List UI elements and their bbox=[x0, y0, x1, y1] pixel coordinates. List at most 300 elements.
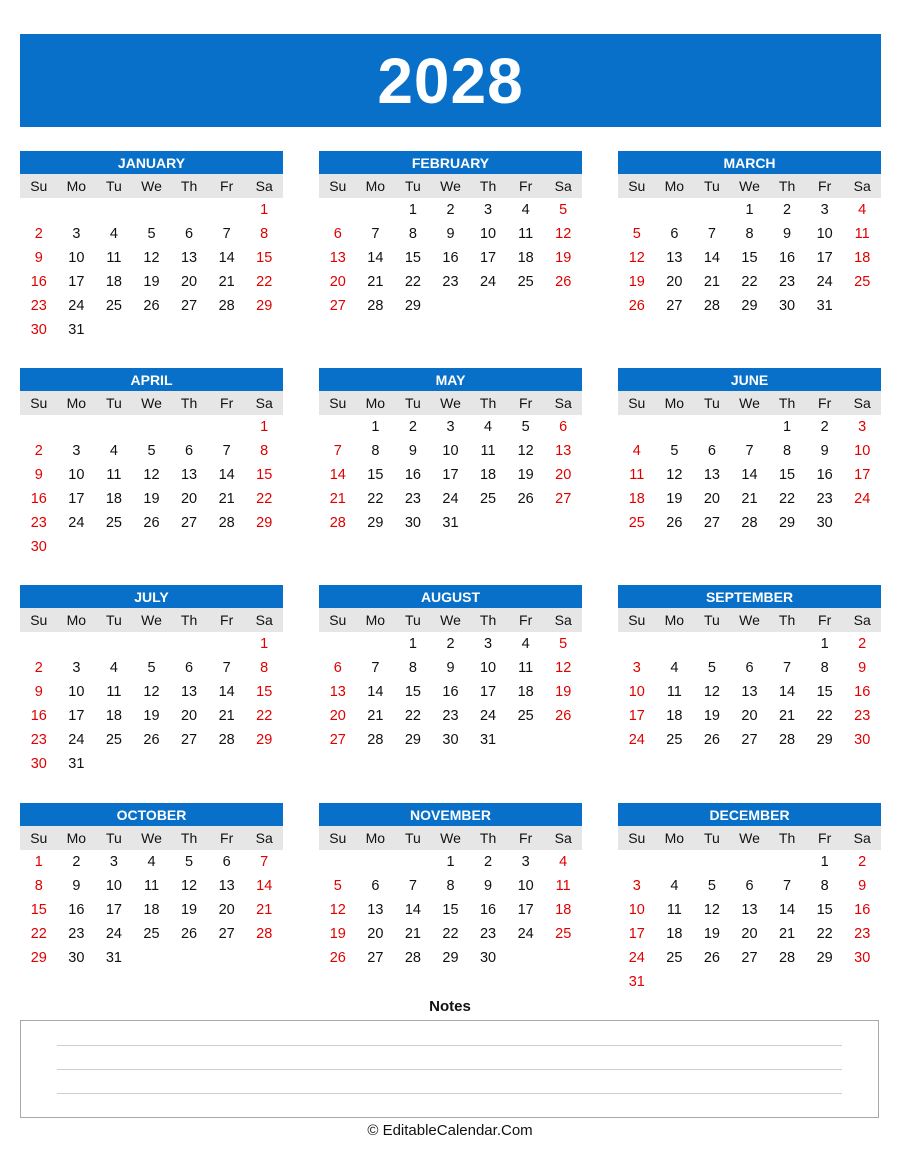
day-grid bbox=[319, 415, 582, 535]
day-cell: 11 bbox=[854, 226, 870, 242]
day-cell: 14 bbox=[367, 250, 384, 266]
day-cell: 30 bbox=[30, 539, 47, 555]
day-cell: 1 bbox=[408, 202, 417, 218]
weekday-header-row bbox=[319, 608, 582, 632]
empty-cell bbox=[319, 850, 357, 874]
day-cell: 26 bbox=[703, 732, 720, 748]
day-cell: 3 bbox=[484, 202, 493, 218]
day-cell: 25 bbox=[666, 732, 683, 748]
day-cell: 15 bbox=[256, 467, 273, 483]
weekday-header-row bbox=[20, 391, 283, 415]
day-cell: 24 bbox=[854, 491, 871, 507]
day-cell: 2 bbox=[72, 854, 81, 870]
day-cell: 25 bbox=[105, 732, 122, 748]
day-cell: 11 bbox=[518, 660, 534, 676]
day-cell: 30 bbox=[479, 950, 497, 966]
month-august bbox=[319, 585, 582, 752]
day-cell: 5 bbox=[707, 660, 716, 676]
day-cell: 17 bbox=[628, 926, 645, 942]
weekday-label: Su bbox=[30, 178, 48, 194]
month-july bbox=[20, 585, 283, 776]
day-cell: 23 bbox=[854, 708, 871, 724]
empty-cell bbox=[170, 632, 208, 656]
weekday-label: Th bbox=[479, 395, 497, 411]
day-cell: 13 bbox=[555, 443, 572, 459]
weekday-label: Tu bbox=[106, 612, 122, 628]
month-may bbox=[319, 368, 582, 535]
day-cell: 13 bbox=[180, 684, 198, 700]
weekday-label: Fr bbox=[220, 612, 234, 628]
day-cell: 7 bbox=[222, 226, 231, 242]
day-cell: 30 bbox=[30, 322, 47, 338]
weekday-label: Su bbox=[30, 830, 48, 846]
day-cell: 9 bbox=[446, 660, 455, 676]
day-cell: 1 bbox=[408, 636, 417, 652]
day-cell: 6 bbox=[333, 660, 342, 676]
day-cell: 19 bbox=[628, 274, 645, 290]
day-cell: 10 bbox=[479, 226, 497, 242]
day-cell: 11 bbox=[629, 467, 645, 483]
day-cell: 22 bbox=[30, 926, 47, 942]
day-grid bbox=[319, 850, 582, 970]
day-cell: 24 bbox=[479, 708, 497, 724]
day-cell: 17 bbox=[105, 902, 122, 918]
day-cell: 5 bbox=[333, 878, 342, 894]
weekday-header-row bbox=[319, 391, 582, 415]
weekday-label: Mo bbox=[664, 395, 685, 411]
weekday-label: Th bbox=[778, 395, 796, 411]
day-cell: 8 bbox=[820, 660, 829, 676]
day-cell: 24 bbox=[68, 515, 85, 531]
day-cell: 18 bbox=[105, 708, 122, 724]
day-cell: 11 bbox=[518, 226, 534, 242]
day-cell: 24 bbox=[628, 950, 645, 966]
day-cell: 1 bbox=[745, 202, 754, 218]
weekday-label: We bbox=[141, 395, 162, 411]
day-cell: 14 bbox=[218, 250, 235, 266]
day-cell: 19 bbox=[143, 274, 160, 290]
weekday-label: Sa bbox=[853, 612, 871, 628]
empty-cell bbox=[618, 415, 656, 439]
day-cell: 27 bbox=[741, 732, 758, 748]
day-cell: 12 bbox=[703, 902, 720, 918]
day-cell: 25 bbox=[854, 274, 871, 290]
weekday-label: We bbox=[440, 395, 461, 411]
day-cell: 25 bbox=[555, 926, 572, 942]
day-cell: 1 bbox=[371, 419, 380, 435]
empty-cell bbox=[731, 850, 769, 874]
weekday-label: Su bbox=[329, 830, 347, 846]
weekday-label: Tu bbox=[704, 612, 720, 628]
weekday-label: Mo bbox=[664, 830, 685, 846]
weekday-label: Tu bbox=[704, 395, 720, 411]
day-cell: 3 bbox=[72, 226, 81, 242]
day-cell: 7 bbox=[745, 443, 754, 459]
empty-cell bbox=[693, 415, 731, 439]
day-cell: 4 bbox=[109, 660, 118, 676]
weekday-label: Su bbox=[628, 178, 646, 194]
day-cell: 21 bbox=[329, 491, 346, 507]
day-cell: 6 bbox=[745, 660, 754, 676]
empty-cell bbox=[656, 415, 694, 439]
day-cell: 4 bbox=[670, 660, 679, 676]
month-june bbox=[618, 368, 881, 535]
empty-cell bbox=[656, 198, 694, 222]
day-cell: 9 bbox=[72, 878, 81, 894]
day-cell: 12 bbox=[143, 467, 160, 483]
day-cell: 15 bbox=[367, 467, 384, 483]
empty-cell bbox=[20, 198, 58, 222]
day-cell: 23 bbox=[30, 515, 47, 531]
day-cell: 24 bbox=[628, 732, 645, 748]
day-cell: 5 bbox=[147, 226, 156, 242]
weekday-label: Mo bbox=[365, 830, 386, 846]
day-cell: 4 bbox=[147, 854, 156, 870]
day-cell: 3 bbox=[109, 854, 118, 870]
day-cell: 4 bbox=[559, 854, 568, 870]
empty-cell bbox=[208, 415, 246, 439]
month-march bbox=[618, 151, 881, 318]
weekday-label: Th bbox=[778, 612, 796, 628]
empty-cell bbox=[768, 632, 806, 656]
day-cell: 2 bbox=[858, 854, 867, 870]
day-cell: 14 bbox=[367, 684, 384, 700]
day-cell: 15 bbox=[816, 684, 833, 700]
weekday-label: Su bbox=[329, 395, 347, 411]
day-cell: 9 bbox=[34, 684, 43, 700]
weekday-label: Th bbox=[778, 830, 796, 846]
weekday-label: Sa bbox=[255, 612, 273, 628]
day-cell: 22 bbox=[367, 491, 384, 507]
day-cell: 8 bbox=[371, 443, 380, 459]
weekday-label: Sa bbox=[255, 395, 273, 411]
day-cell: 26 bbox=[666, 515, 683, 531]
weekday-label: We bbox=[440, 178, 461, 194]
day-cell: 19 bbox=[555, 250, 572, 266]
empty-cell bbox=[656, 632, 694, 656]
weekday-label: Sa bbox=[554, 395, 572, 411]
day-cell: 20 bbox=[329, 274, 346, 290]
day-cell: 30 bbox=[68, 950, 85, 966]
day-cell: 24 bbox=[68, 732, 85, 748]
day-cell: 26 bbox=[143, 732, 160, 748]
day-cell: 13 bbox=[180, 250, 198, 266]
day-cell: 14 bbox=[741, 467, 758, 483]
day-cell: 23 bbox=[442, 274, 459, 290]
month-title: OCTOBER bbox=[20, 803, 283, 826]
weekday-label: Su bbox=[30, 612, 48, 628]
day-cell: 11 bbox=[106, 250, 122, 266]
weekday-label: Mo bbox=[66, 395, 87, 411]
day-cell: 31 bbox=[442, 515, 459, 531]
weekday-label: We bbox=[141, 612, 162, 628]
weekday-label: Th bbox=[778, 178, 796, 194]
day-cell: 27 bbox=[329, 298, 346, 314]
day-cell: 18 bbox=[479, 467, 497, 483]
day-cell: 22 bbox=[404, 708, 421, 724]
day-cell: 11 bbox=[666, 902, 682, 918]
day-cell: 10 bbox=[68, 250, 85, 266]
day-cell: 24 bbox=[105, 926, 122, 942]
empty-cell bbox=[357, 632, 395, 656]
day-cell: 13 bbox=[329, 250, 346, 266]
day-cell: 8 bbox=[446, 878, 455, 894]
day-cell: 1 bbox=[783, 419, 792, 435]
empty-cell bbox=[133, 632, 171, 656]
day-cell: 10 bbox=[517, 878, 534, 894]
day-grid bbox=[319, 632, 582, 752]
day-cell: 8 bbox=[820, 878, 829, 894]
empty-cell bbox=[394, 850, 432, 874]
day-cell: 14 bbox=[256, 878, 273, 894]
day-cell: 21 bbox=[778, 926, 796, 942]
day-cell: 11 bbox=[666, 684, 682, 700]
notes-box[interactable] bbox=[20, 1020, 879, 1118]
notes-label: Notes bbox=[429, 998, 471, 1015]
day-cell: 8 bbox=[260, 660, 269, 676]
day-cell: 7 bbox=[408, 878, 417, 894]
day-cell: 10 bbox=[628, 902, 645, 918]
weekday-header-row bbox=[618, 174, 881, 198]
day-cell: 12 bbox=[517, 443, 534, 459]
month-february bbox=[319, 151, 582, 318]
day-cell: 13 bbox=[741, 684, 758, 700]
day-cell: 17 bbox=[517, 902, 534, 918]
day-cell: 2 bbox=[408, 419, 417, 435]
empty-cell bbox=[20, 415, 58, 439]
day-cell: 5 bbox=[147, 443, 156, 459]
day-cell: 8 bbox=[260, 226, 269, 242]
day-cell: 8 bbox=[408, 226, 417, 242]
day-grid bbox=[618, 198, 881, 318]
day-cell: 22 bbox=[741, 274, 758, 290]
weekday-label: Tu bbox=[405, 178, 421, 194]
weekday-label: Fr bbox=[519, 612, 533, 628]
day-cell: 18 bbox=[666, 708, 683, 724]
day-cell: 16 bbox=[68, 902, 85, 918]
day-cell: 28 bbox=[778, 950, 796, 966]
day-cell: 19 bbox=[180, 902, 198, 918]
empty-cell bbox=[58, 632, 96, 656]
day-cell: 16 bbox=[816, 467, 833, 483]
day-cell: 1 bbox=[34, 854, 43, 870]
month-title: AUGUST bbox=[319, 585, 582, 608]
month-september bbox=[618, 585, 881, 752]
year-title: 2028 bbox=[377, 44, 524, 117]
month-january bbox=[20, 151, 283, 342]
month-title: JULY bbox=[20, 585, 283, 608]
day-cell: 16 bbox=[854, 684, 871, 700]
day-cell: 22 bbox=[778, 491, 796, 507]
day-cell: 29 bbox=[256, 298, 273, 314]
day-cell: 23 bbox=[479, 926, 497, 942]
weekday-label: Mo bbox=[664, 612, 685, 628]
day-cell: 28 bbox=[404, 950, 421, 966]
day-cell: 29 bbox=[367, 515, 384, 531]
day-cell: 31 bbox=[68, 756, 85, 772]
day-cell: 22 bbox=[816, 708, 833, 724]
day-cell: 29 bbox=[256, 732, 273, 748]
day-cell: 8 bbox=[34, 878, 43, 894]
day-cell: 22 bbox=[256, 491, 273, 507]
day-cell: 27 bbox=[180, 515, 198, 531]
day-cell: 15 bbox=[404, 250, 421, 266]
day-cell: 17 bbox=[442, 467, 459, 483]
weekday-label: Sa bbox=[554, 612, 572, 628]
day-cell: 16 bbox=[30, 708, 47, 724]
day-cell: 29 bbox=[816, 732, 833, 748]
day-cell: 7 bbox=[333, 443, 342, 459]
day-cell: 12 bbox=[143, 684, 160, 700]
day-cell: 20 bbox=[741, 708, 758, 724]
day-cell: 20 bbox=[329, 708, 346, 724]
day-cell: 15 bbox=[816, 902, 833, 918]
day-cell: 13 bbox=[329, 684, 346, 700]
day-cell: 24 bbox=[479, 274, 497, 290]
day-cell: 23 bbox=[68, 926, 85, 942]
day-cell: 7 bbox=[371, 660, 380, 676]
day-cell: 2 bbox=[484, 854, 493, 870]
weekday-label: Sa bbox=[554, 178, 572, 194]
day-cell: 21 bbox=[778, 708, 796, 724]
day-cell: 26 bbox=[329, 950, 346, 966]
day-cell: 24 bbox=[517, 926, 534, 942]
weekday-label: Tu bbox=[106, 395, 122, 411]
month-title: APRIL bbox=[20, 368, 283, 391]
day-cell: 27 bbox=[367, 950, 384, 966]
weekday-header-row bbox=[319, 826, 582, 850]
day-cell: 19 bbox=[329, 926, 346, 942]
day-cell: 16 bbox=[778, 250, 796, 266]
day-cell: 16 bbox=[30, 274, 47, 290]
day-cell: 2 bbox=[783, 202, 792, 218]
day-cell: 23 bbox=[30, 732, 47, 748]
empty-cell bbox=[768, 850, 806, 874]
weekday-label: Th bbox=[180, 830, 198, 846]
day-cell: 7 bbox=[222, 660, 231, 676]
empty-cell bbox=[95, 632, 133, 656]
month-title: NOVEMBER bbox=[319, 803, 582, 826]
day-cell: 8 bbox=[783, 443, 792, 459]
day-cell: 6 bbox=[707, 443, 716, 459]
day-cell: 28 bbox=[367, 298, 384, 314]
day-cell: 10 bbox=[816, 226, 833, 242]
day-cell: 13 bbox=[666, 250, 683, 266]
day-cell: 31 bbox=[68, 322, 85, 338]
day-cell: 17 bbox=[479, 684, 497, 700]
day-cell: 5 bbox=[521, 419, 530, 435]
day-cell: 14 bbox=[218, 684, 235, 700]
day-cell: 26 bbox=[555, 274, 572, 290]
weekday-label: We bbox=[141, 830, 162, 846]
day-cell: 18 bbox=[854, 250, 871, 266]
day-cell: 27 bbox=[218, 926, 235, 942]
weekday-label: Sa bbox=[853, 395, 871, 411]
day-cell: 5 bbox=[559, 636, 568, 652]
day-cell: 30 bbox=[854, 732, 871, 748]
month-title: MAY bbox=[319, 368, 582, 391]
day-cell: 8 bbox=[260, 443, 269, 459]
day-cell: 3 bbox=[820, 202, 829, 218]
empty-cell bbox=[618, 632, 656, 656]
day-cell: 3 bbox=[632, 660, 641, 676]
day-cell: 23 bbox=[854, 926, 871, 942]
weekday-header-row bbox=[618, 391, 881, 415]
day-cell: 15 bbox=[404, 684, 421, 700]
day-cell: 6 bbox=[185, 443, 194, 459]
day-cell: 3 bbox=[521, 854, 530, 870]
empty-cell bbox=[731, 415, 769, 439]
weekday-label: Sa bbox=[255, 830, 273, 846]
empty-cell bbox=[693, 198, 731, 222]
day-cell: 11 bbox=[106, 467, 122, 483]
empty-cell bbox=[133, 198, 171, 222]
day-cell: 16 bbox=[404, 467, 421, 483]
day-cell: 25 bbox=[143, 926, 160, 942]
day-cell: 31 bbox=[816, 298, 833, 314]
day-cell: 23 bbox=[778, 274, 796, 290]
day-cell: 4 bbox=[484, 419, 493, 435]
month-title: JUNE bbox=[618, 368, 881, 391]
day-grid bbox=[20, 415, 283, 559]
weekday-label: Mo bbox=[66, 178, 87, 194]
weekday-label: Fr bbox=[818, 178, 832, 194]
day-cell: 7 bbox=[260, 854, 269, 870]
day-cell: 9 bbox=[858, 878, 867, 894]
weekday-label: Mo bbox=[66, 612, 87, 628]
weekday-label: Fr bbox=[818, 395, 832, 411]
day-cell: 15 bbox=[30, 902, 47, 918]
weekday-label: We bbox=[739, 178, 760, 194]
month-title: JANUARY bbox=[20, 151, 283, 174]
day-cell: 22 bbox=[256, 274, 273, 290]
day-cell: 25 bbox=[517, 708, 534, 724]
day-cell: 16 bbox=[30, 491, 47, 507]
month-title: FEBRUARY bbox=[319, 151, 582, 174]
day-cell: 19 bbox=[143, 708, 160, 724]
day-cell: 1 bbox=[820, 854, 829, 870]
day-cell: 8 bbox=[745, 226, 754, 242]
day-cell: 19 bbox=[666, 491, 683, 507]
day-cell: 21 bbox=[218, 491, 235, 507]
day-cell: 14 bbox=[778, 684, 796, 700]
day-cell: 6 bbox=[222, 854, 231, 870]
day-cell: 19 bbox=[517, 467, 534, 483]
day-cell: 28 bbox=[367, 732, 384, 748]
day-cell: 13 bbox=[218, 878, 235, 894]
weekday-label: Fr bbox=[818, 830, 832, 846]
weekday-label: Th bbox=[479, 178, 497, 194]
day-cell: 27 bbox=[329, 732, 346, 748]
month-november bbox=[319, 803, 582, 970]
day-cell: 28 bbox=[218, 298, 235, 314]
day-cell: 29 bbox=[404, 298, 421, 314]
weekday-label: Sa bbox=[853, 178, 871, 194]
month-october bbox=[20, 803, 283, 970]
weekday-label: Tu bbox=[405, 612, 421, 628]
weekday-label: Fr bbox=[519, 395, 533, 411]
day-cell: 5 bbox=[185, 854, 194, 870]
day-cell: 12 bbox=[628, 250, 645, 266]
notes-line bbox=[57, 1093, 842, 1094]
weekday-label: Th bbox=[180, 178, 198, 194]
day-cell: 15 bbox=[442, 902, 459, 918]
day-cell: 26 bbox=[703, 950, 720, 966]
day-cell: 5 bbox=[147, 660, 156, 676]
day-cell: 6 bbox=[371, 878, 380, 894]
day-cell: 21 bbox=[218, 708, 235, 724]
day-cell: 18 bbox=[105, 274, 122, 290]
